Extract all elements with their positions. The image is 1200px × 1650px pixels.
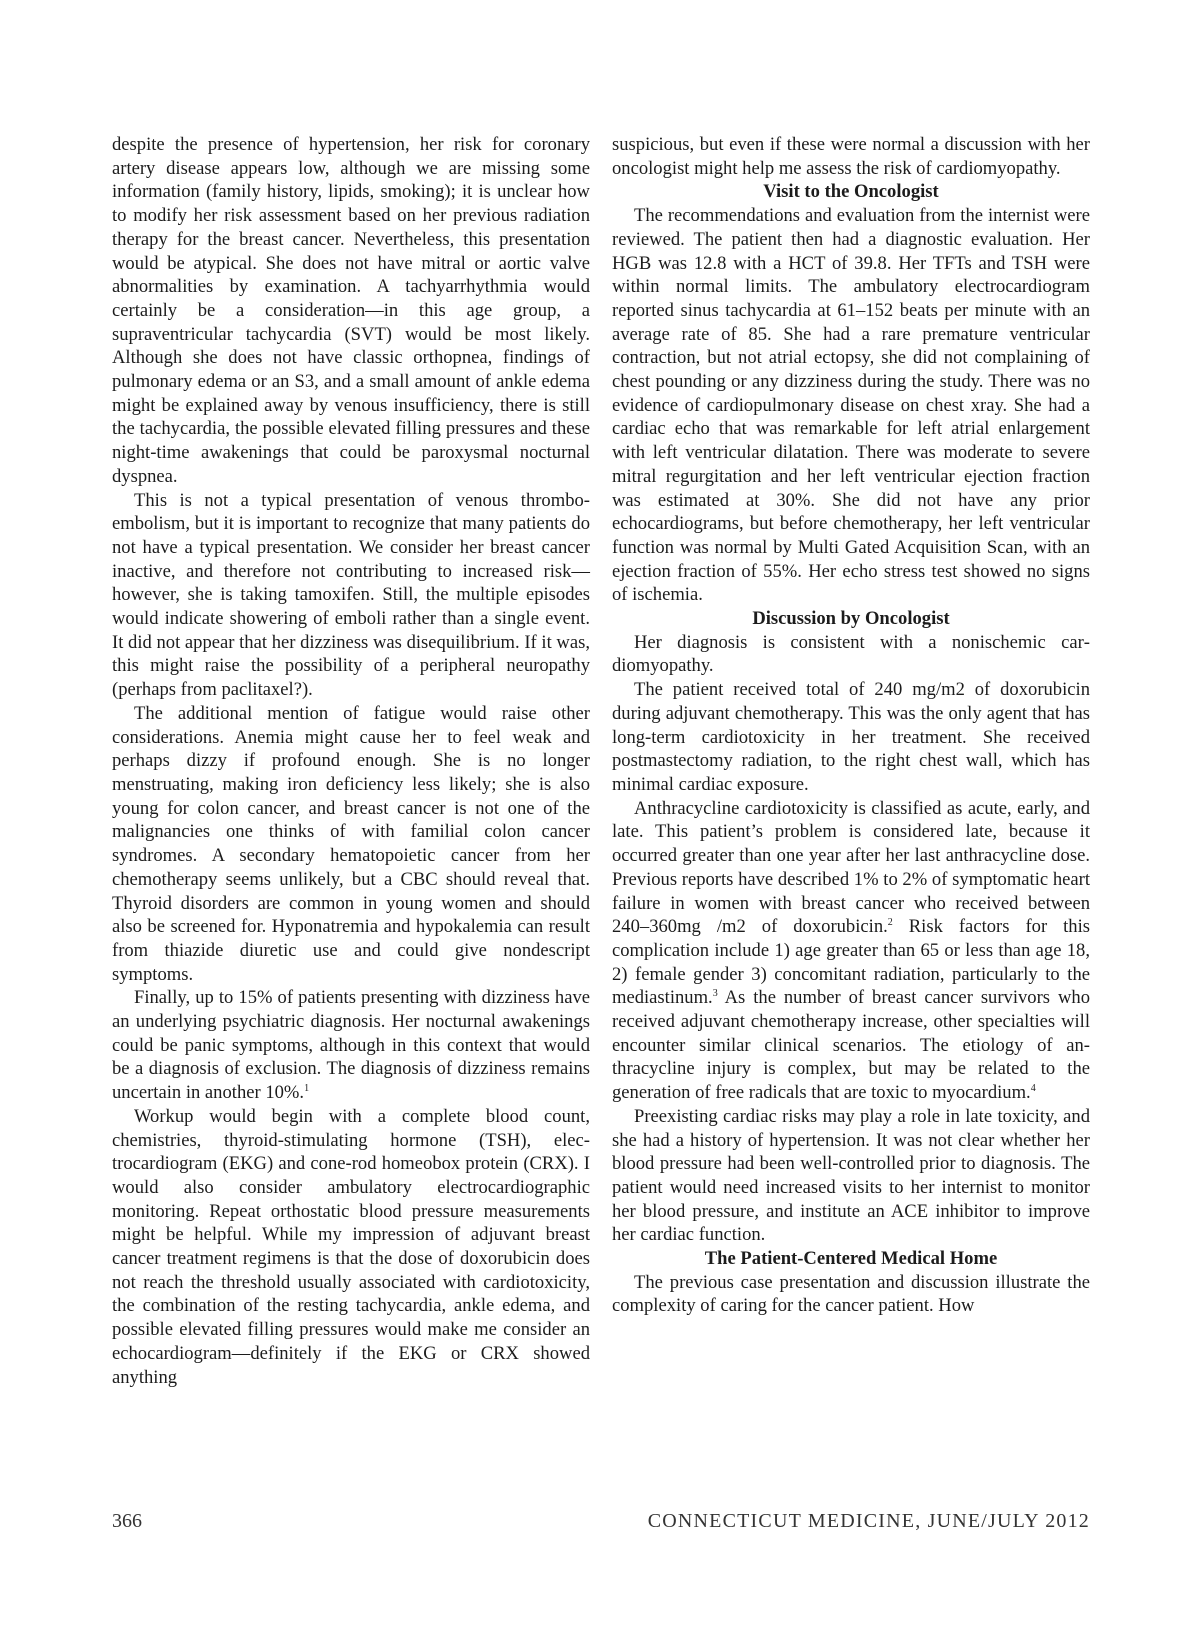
paragraph-text: As the number of breast cancer survivors who received adjuvant chemotherapy increase, other specialties will encounter similar clinical scenarios. The etiology of anthracycline injury is complex, but may be related to the generation of free radicals that are toxic to myocardium. [612,987,1090,1104]
section-heading-visit: Visit to the Oncologist [763,181,939,203]
paragraph: suspicious, but even if these were normal a discussion with her oncologist might help me assess the risk of cardiomyopathy. [612,134,1090,179]
paragraph: The previous case presentation and discussion illustrate the complexity of caring for the cancer patient. How [612,1271,1090,1317]
paragraph: Preexisting cardiac risks may play a role in late toxicity, and she had a history of hypertension. It was not clear whether her blood pressure had been well-controlled prior to diagnosis. The patient would need increased visits to her internist to monitor her blood pressure, and institute an ACE inhibitor to improve her cardiac function. [612,1105,1090,1246]
section-heading-discussion: Discussion by Oncologist [752,608,950,630]
page-number: 366 [112,1510,142,1532]
paragraph: The additional mention of fatigue would raise other considerations. Anemia might cause her to feel weak and perhaps dizzy if profound enough. She is no longer menstruating, making iron deficiency less likely; she is also young for colon cancer, and breast cancer is not one of the malignancies one thinks of with familial colon cancer syndromes. A secondary hematopoietic cancer from her chemotherapy seems unlikely, but a CBC should reveal that. Thyroid disorders are common in young women and should also be screened for. Hyponatremia and hypokalemia can result from thiazide diuretic use and could give nondescript symptoms. [112,702,590,985]
paragraph: Her diagnosis is consistent with a nonischemic cardiomyopathy. [612,631,1090,677]
paragraph: Workup would begin with a complete blood count, chemistries, thyroid-stimulating hormone (TSH), electrocardiogram (EKG) and cone-rod homeobox protein (CRX). I would also consider ambulatory electrocardiographic monitoring. Repeat orthostatic blood pressure measurements might be helpful. While my impression of adjuvant breast cancer treatment regimens is that the dose of doxorubicin does not reach the threshold usually associated with cardiotoxicity, the combination of the resting tachycardia, ankle edema, and possible elevated filling pressures would make me consider an echocardiogram—definitely if the EKG or CRX showed anything [112,1105,590,1388]
running-title: CONNECTICUT MEDICINE, JUNE/JULY 2012 [647,1510,1090,1532]
right-column [612,133,1090,1318]
paragraph [112,986,590,1105]
left-column [112,133,590,1389]
reference-marker: 1 [304,1083,310,1095]
reference-marker: 3 [712,988,718,1000]
reference-marker: 2 [887,917,893,929]
reference-marker: 4 [1030,1083,1036,1095]
paragraph: The patient received total of 240 mg/m2 of doxorubicin during adjuvant chemotherapy. This was the only agent that has long-term cardiotoxicity in her treatment. She received postmastectomy radiation, to the right chest wall, which has minimal cardiac exposure. [612,679,1090,795]
paragraph: This is not a typical presentation of venous thromboembolism, but it is important to recognize that many patients do not have a typical presentation. We consider her breast cancer inactive, and therefore not contributing to increased risk—however, she is taking tamoxifen. Still, the multiple episodes would indicate showering of emboli rather than a single event. It did not appear that her dizziness was disequilibrium. If it was, this might raise the possibility of a peripheral neuropathy (perhaps from paclitaxel?). [112,489,590,701]
paragraph [612,797,1090,1105]
paragraph-text: Risk factors for this complication include 1) age greater than 65 or less than age 18, 2) female gender 3) concomitant radiation, particularly to the mediastinum. [612,916,1091,1009]
paragraph: despite the presence of hypertension, her risk for coronary artery disease appears low, although we are missing some information (family history, lipids, smoking); it is unclear how to modify her risk assessment based on her previous radiation therapy for the breast cancer. Nevertheless, this presentation would be atypical. She does not have mitral or aortic valve abnormalities by examination. A tachyarrhythmia would certainly be a consideration—in this age group, a supraventricular tachycardia (SVT) would be most likely. Although she does not have classic orthopnea, findings of pulmonary edema or an S3, and a small amount of ankle edema might be explained away by venous insufficiency, there is still the tachycardia, the possible elevated filling pressures and these night-time awakenings that could be paroxysmal nocturnal dyspnea. [112,134,590,487]
paragraph-text: Anthracycline cardiotoxicity is classified as acute, early, and late. This patient’s problem is considered late, because it occurred greater than one year after her last anthracycline dose. Previous reports have described 1% to 2% of symptomatic heart failure in women with breast cancer who received between 240–360mg /m2 of doxorubicin. [612,797,1090,938]
paragraph-text: Finally, up to 15% of patients presenting with dizziness have an underlying psychiatric diagnosis. Her nocturnal awakenings could be panic symptoms, although in this context that would be a diagnosis of exclusion. The diagnosis of dizziness remains uncertain in another 10%. [112,987,590,1104]
section-heading-medical-home: The Patient-Centered Medical Home [704,1248,998,1270]
paragraph: The recommendations and evaluation from the internist were reviewed. The patient then had a diagnostic evaluation. Her HGB was 12.8 with a HCT of 39.8. Her TFTs and TSH were within normal limits. The ambulatory electrocardiogram reported sinus tachycardia at 61–152 beats per minute with an average rate of 85. She had a rare premature ventricular contraction, but not atrial ectopsy, she did not complaining of chest pounding or any dizziness during the study. There was no evidence of cardiopulmonary disease on chest xray. She had a cardiac echo that was remarkable for left atrial enlargement with left ventricular dilatation. There was moderate to severe mitral regurgitation and her left ventricular ejection fraction was estimated at 30%. She did not have any prior echocardiograms, but before chemotherapy, her left ventricular function was normal by Multi Gated Acquisition Scan, with an ejection fraction of 55%. Her echo stress test showed no signs of ischemia. [612,205,1090,606]
